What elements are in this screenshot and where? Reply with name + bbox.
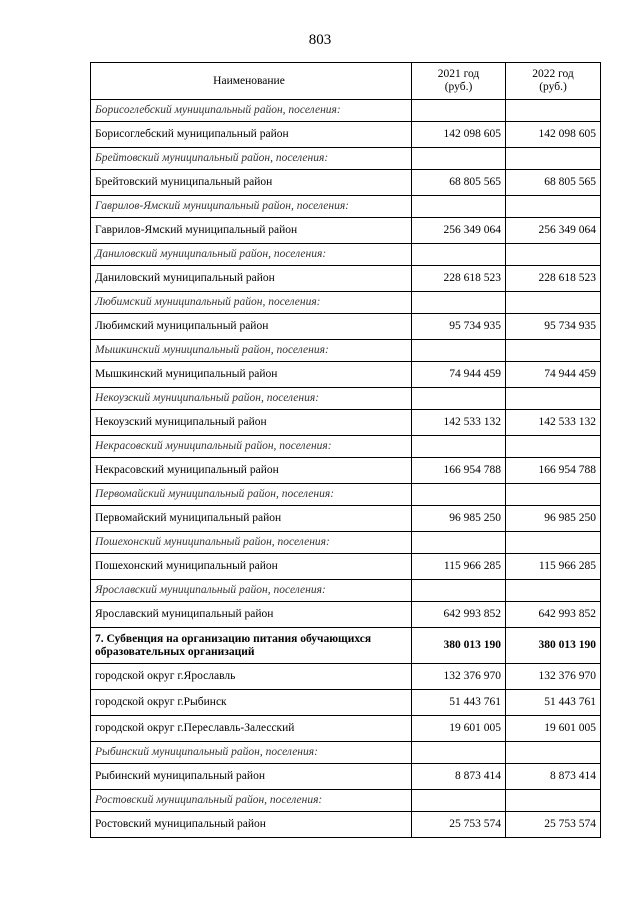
- row-value-2022: [506, 340, 601, 362]
- row-value-2022: 95 734 935: [506, 314, 601, 340]
- row-value-2021: 166 954 788: [412, 458, 506, 484]
- row-value-2022: 380 013 190: [506, 628, 601, 664]
- row-name: Борисоглебский муниципальный район: [91, 122, 412, 148]
- row-value-2022: 96 985 250: [506, 506, 601, 532]
- row-value-2021: 8 873 414: [412, 764, 506, 790]
- table-row: [91, 764, 601, 790]
- row-name: Ярославский муниципальный район: [91, 602, 412, 628]
- row-value-2022: 74 944 459: [506, 362, 601, 388]
- section-header-row: [91, 148, 601, 170]
- subsidy-table: [90, 62, 601, 838]
- row-value-2021: 25 753 574: [412, 812, 506, 838]
- row-name: Борисоглебский муниципальный район, поселения:: [91, 100, 412, 122]
- table-body: [91, 100, 601, 838]
- row-value-2021: [412, 340, 506, 362]
- row-name: Рыбинский муниципальный район: [91, 764, 412, 790]
- row-value-2022: 68 805 565: [506, 170, 601, 196]
- row-name: Первомайский муниципальный район: [91, 506, 412, 532]
- row-value-2022: [506, 244, 601, 266]
- row-name: Любимский муниципальный район: [91, 314, 412, 340]
- row-name: Первомайский муниципальный район, поселения:: [91, 484, 412, 506]
- row-name: 7. Субвенция на организацию питания обучающихся образовательных организаций: [91, 628, 412, 664]
- row-value-2022: 142 533 132: [506, 410, 601, 436]
- section-header-row: [91, 790, 601, 812]
- table-row: [91, 664, 601, 690]
- row-value-2021: [412, 484, 506, 506]
- row-name: Пошехонский муниципальный район, поселения:: [91, 532, 412, 554]
- row-value-2021: [412, 580, 506, 602]
- row-value-2022: 228 618 523: [506, 266, 601, 292]
- row-value-2022: 25 753 574: [506, 812, 601, 838]
- row-value-2021: 95 734 935: [412, 314, 506, 340]
- section-header-row: [91, 340, 601, 362]
- row-value-2022: 642 993 852: [506, 602, 601, 628]
- row-name: Любимский муниципальный район, поселения:: [91, 292, 412, 314]
- table-row: [91, 122, 601, 148]
- row-value-2022: [506, 742, 601, 764]
- row-value-2022: 115 966 285: [506, 554, 601, 580]
- row-value-2022: 166 954 788: [506, 458, 601, 484]
- column-header-2022-unit: (руб.): [539, 81, 567, 93]
- column-header-2022: [506, 63, 601, 100]
- table-row: [91, 218, 601, 244]
- table-row: [91, 410, 601, 436]
- row-value-2021: 68 805 565: [412, 170, 506, 196]
- row-value-2022: [506, 790, 601, 812]
- table-row: [91, 170, 601, 196]
- row-name: Мышкинский муниципальный район, поселения:: [91, 340, 412, 362]
- table-row: [91, 716, 601, 742]
- row-value-2022: 8 873 414: [506, 764, 601, 790]
- row-value-2021: 642 993 852: [412, 602, 506, 628]
- row-value-2021: 115 966 285: [412, 554, 506, 580]
- subtotal-row: [91, 628, 601, 664]
- section-header-row: [91, 580, 601, 602]
- row-value-2021: 256 349 064: [412, 218, 506, 244]
- row-name: Некрасовский муниципальный район: [91, 458, 412, 484]
- row-name: городской округ г.Ярославль: [91, 664, 412, 690]
- row-value-2021: [412, 436, 506, 458]
- row-value-2021: [412, 196, 506, 218]
- row-value-2021: [412, 148, 506, 170]
- row-name: Некоузский муниципальный район, поселения:: [91, 388, 412, 410]
- table-header-row: [91, 63, 601, 100]
- row-value-2021: [412, 100, 506, 122]
- section-header-row: [91, 742, 601, 764]
- row-name: Рыбинский муниципальный район, поселения:: [91, 742, 412, 764]
- row-value-2021: 132 376 970: [412, 664, 506, 690]
- row-value-2021: 74 944 459: [412, 362, 506, 388]
- row-value-2021: 51 443 761: [412, 690, 506, 716]
- row-value-2022: [506, 100, 601, 122]
- section-header-row: [91, 484, 601, 506]
- table-row: [91, 690, 601, 716]
- table-row: [91, 506, 601, 532]
- row-name: Брейтовский муниципальный район, поселения:: [91, 148, 412, 170]
- row-name: городской округ г.Рыбинск: [91, 690, 412, 716]
- column-header-2021-unit: (руб.): [444, 81, 473, 93]
- table-row: [91, 314, 601, 340]
- row-name: Даниловский муниципальный район: [91, 266, 412, 292]
- row-name: Некоузский муниципальный район: [91, 410, 412, 436]
- row-value-2022: [506, 388, 601, 410]
- table-row: [91, 602, 601, 628]
- row-value-2022: 19 601 005: [506, 716, 601, 742]
- section-header-row: [91, 388, 601, 410]
- column-header-2021-year: 2021 год: [437, 68, 480, 80]
- row-value-2022: 132 376 970: [506, 664, 601, 690]
- row-value-2021: [412, 388, 506, 410]
- row-value-2022: [506, 580, 601, 602]
- row-name: Некрасовский муниципальный район, поселения:: [91, 436, 412, 458]
- section-header-row: [91, 436, 601, 458]
- row-value-2022: [506, 292, 601, 314]
- row-value-2021: [412, 532, 506, 554]
- row-value-2022: [506, 532, 601, 554]
- section-header-row: [91, 100, 601, 122]
- row-value-2021: 142 533 132: [412, 410, 506, 436]
- table-row: [91, 362, 601, 388]
- table-row: [91, 812, 601, 838]
- row-name: Ярославский муниципальный район, поселения:: [91, 580, 412, 602]
- row-value-2022: 256 349 064: [506, 218, 601, 244]
- section-header-row: [91, 292, 601, 314]
- section-header-row: [91, 532, 601, 554]
- row-value-2021: [412, 790, 506, 812]
- row-value-2021: [412, 244, 506, 266]
- row-value-2022: [506, 484, 601, 506]
- row-value-2022: [506, 148, 601, 170]
- column-header-2022-year: 2022 год: [532, 68, 574, 80]
- row-name: городской округ г.Переславль-Залесский: [91, 716, 412, 742]
- row-value-2021: 228 618 523: [412, 266, 506, 292]
- row-name: Мышкинский муниципальный район: [91, 362, 412, 388]
- row-name: Брейтовский муниципальный район: [91, 170, 412, 196]
- row-value-2022: [506, 436, 601, 458]
- table-row: [91, 266, 601, 292]
- row-value-2022: 51 443 761: [506, 690, 601, 716]
- row-value-2022: [506, 196, 601, 218]
- table-row: [91, 458, 601, 484]
- row-value-2021: 380 013 190: [412, 628, 506, 664]
- row-name: Даниловский муниципальный район, поселения:: [91, 244, 412, 266]
- row-value-2021: 142 098 605: [412, 122, 506, 148]
- table-row: [91, 554, 601, 580]
- section-header-row: [91, 196, 601, 218]
- row-name: Ростовский муниципальный район: [91, 812, 412, 838]
- row-name: Гаврилов-Ямский муниципальный район, поселения:: [91, 196, 412, 218]
- section-header-row: [91, 244, 601, 266]
- row-name: Гаврилов-Ямский муниципальный район: [91, 218, 412, 244]
- row-name: Пошехонский муниципальный район: [91, 554, 412, 580]
- column-header-2021: [412, 63, 506, 100]
- column-header-name: Наименование: [91, 63, 412, 100]
- row-name: Ростовский муниципальный район, поселения:: [91, 790, 412, 812]
- row-value-2021: [412, 742, 506, 764]
- page-number: 803: [308, 32, 332, 48]
- row-value-2021: 19 601 005: [412, 716, 506, 742]
- row-value-2022: 142 098 605: [506, 122, 601, 148]
- row-value-2021: [412, 292, 506, 314]
- row-value-2021: 96 985 250: [412, 506, 506, 532]
